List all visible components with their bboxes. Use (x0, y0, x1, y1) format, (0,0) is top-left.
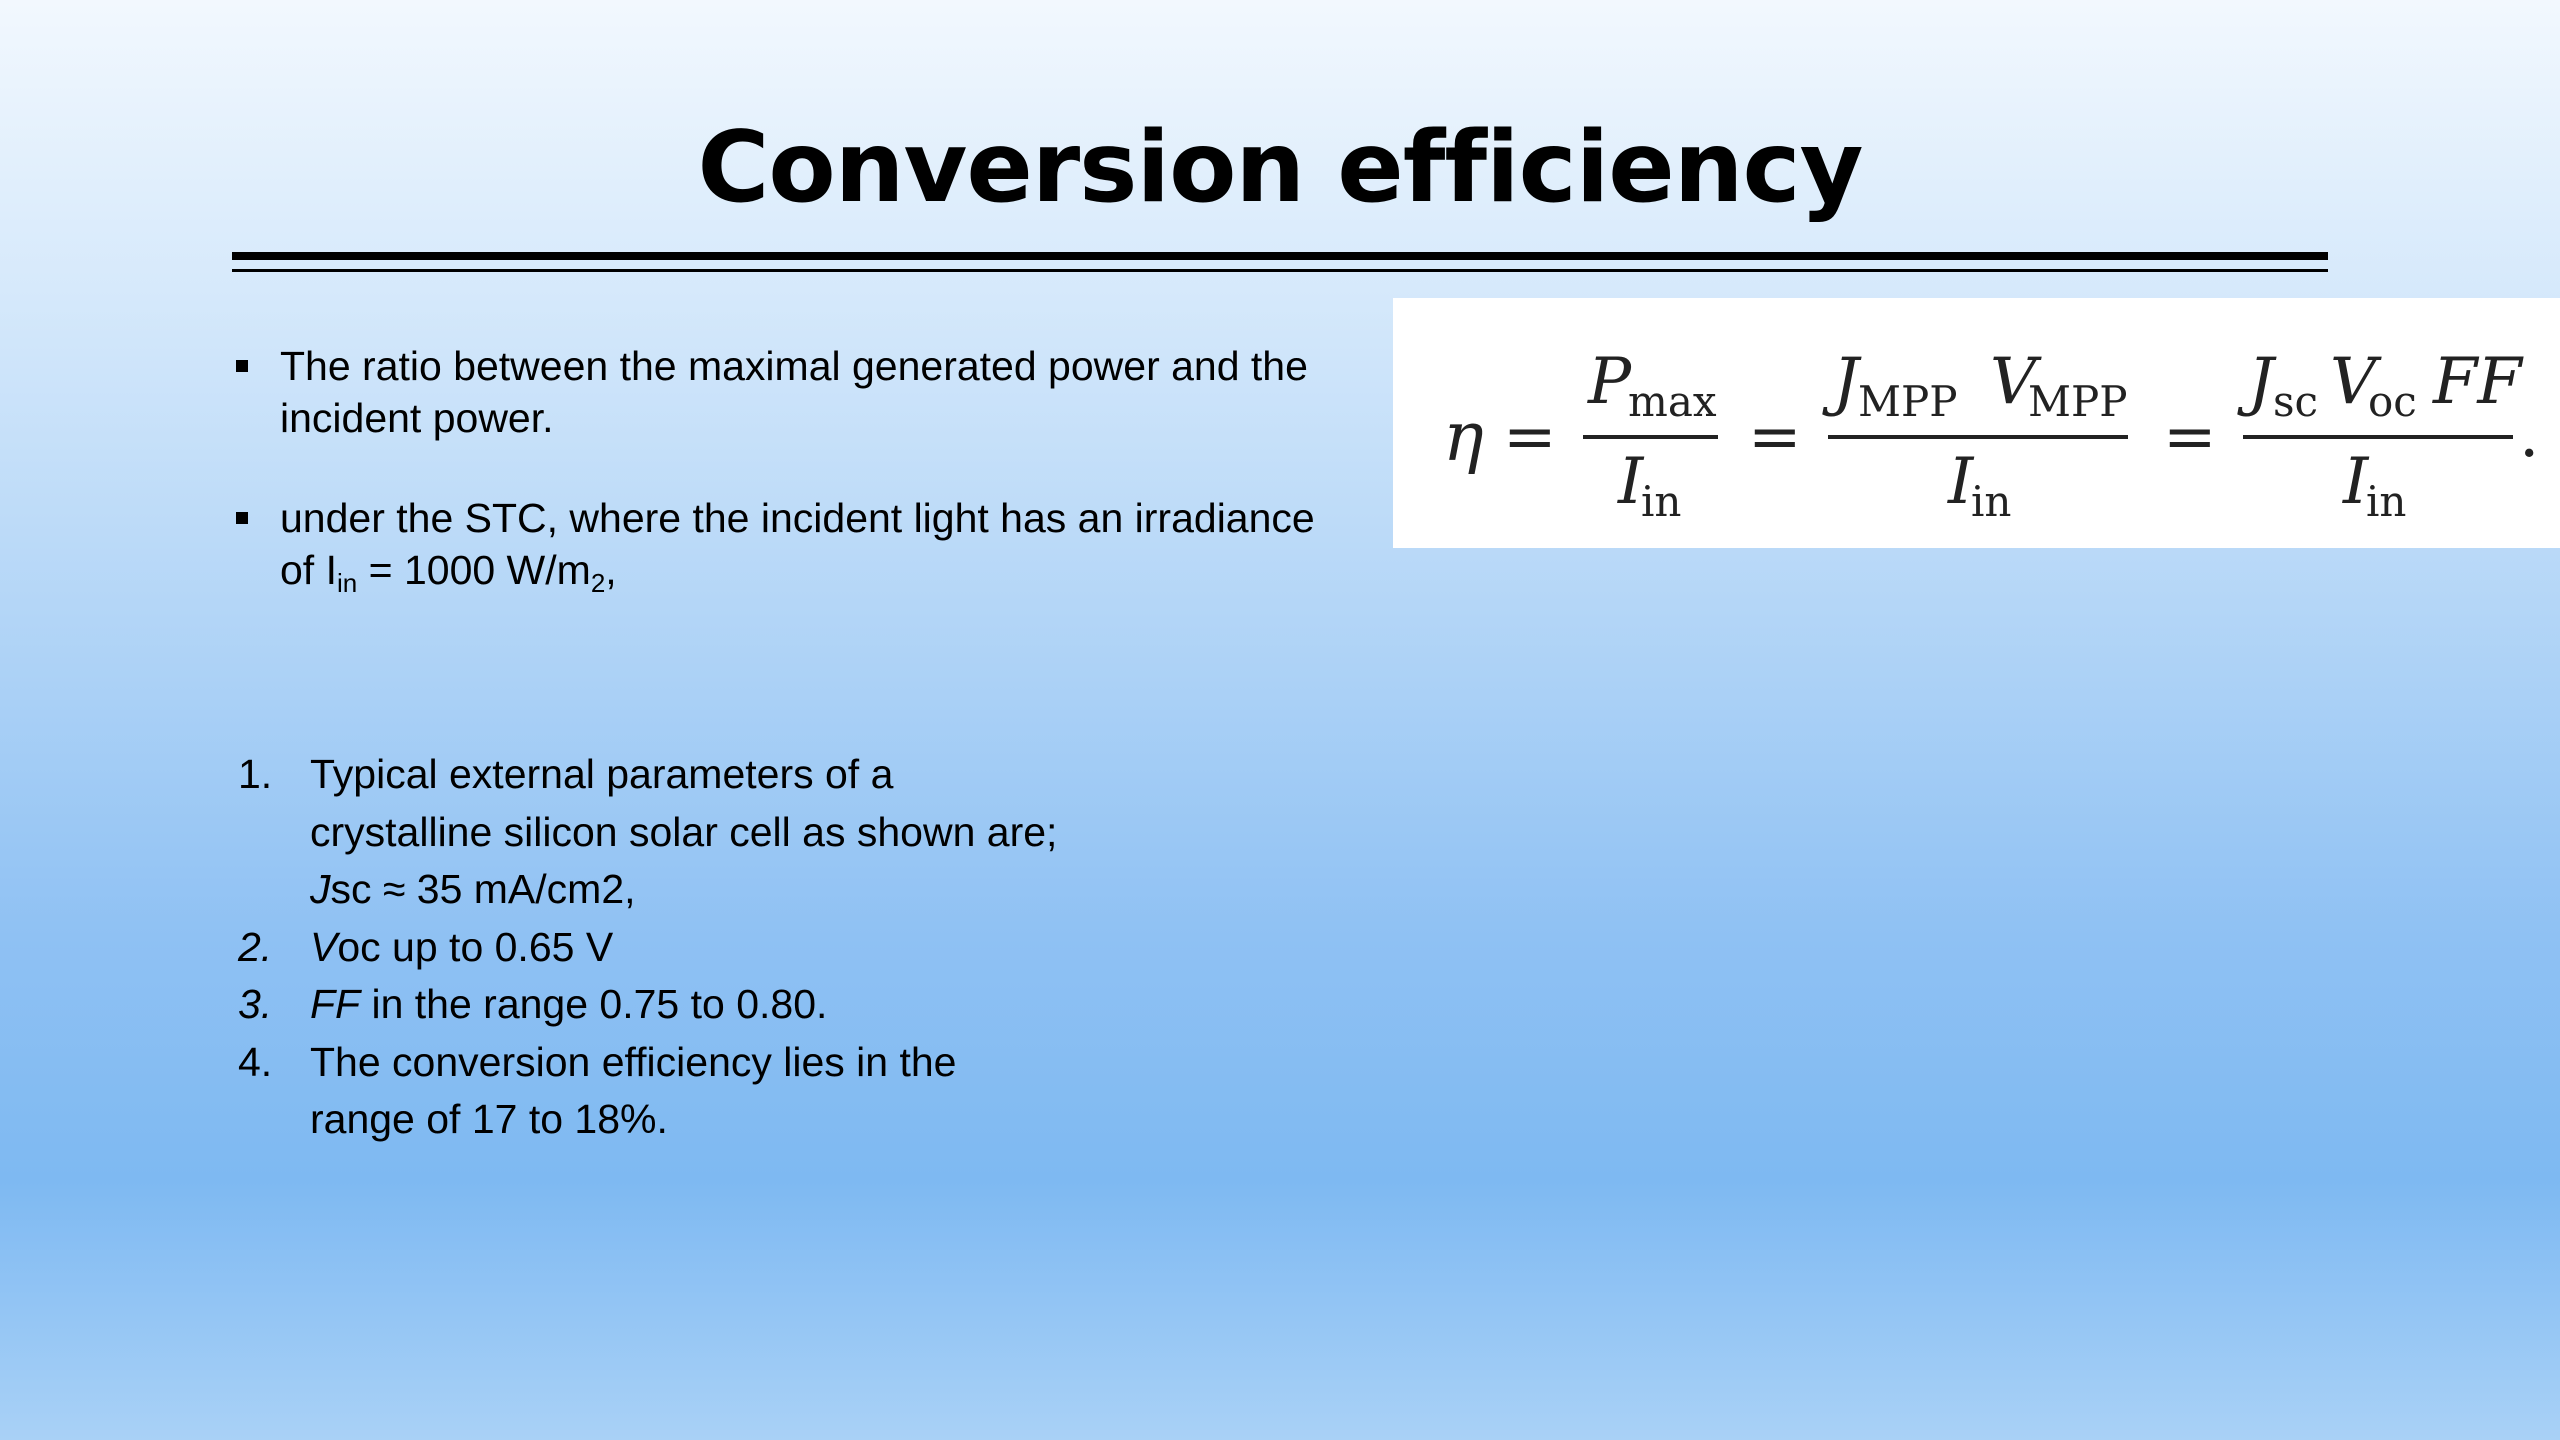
formula-equals-3: = (2163, 400, 2217, 474)
title-rule-thin (232, 269, 2328, 272)
formula-i-sub-3: in (2366, 477, 2407, 526)
list-item-1 (232, 746, 1232, 919)
list-number-1: 1. (238, 751, 273, 797)
square-bullet-icon (236, 512, 248, 524)
fraction-bar-2 (1828, 435, 2128, 439)
formula-p: P (1588, 345, 1632, 419)
formula-i-1: I (1618, 445, 1644, 519)
list-item-4 (232, 1034, 1232, 1149)
formula-ff: FF (2433, 345, 2522, 419)
formula-i-sub-1: in (1641, 477, 1682, 526)
title-rule-thick (232, 252, 2328, 260)
formula-eta: η (1443, 398, 1484, 477)
list-number-3: 3. (238, 981, 273, 1027)
formula-equals-2: = (1748, 400, 1802, 474)
formula-v-2: V (2330, 345, 2377, 419)
bullet-text-stc: under the STC, where the incident light has an irradiance of $I_{in} = 1000$ $W/m_2$, (280, 495, 1315, 598)
bullet-text-ratio: The ratio between the maximal generated power and the incident power. (280, 343, 1308, 441)
list-item-4-line-1: The conversion efficiency lies in the (310, 1038, 957, 1085)
formula-p-sub: max (1628, 377, 1717, 426)
formula-sc-sub: sc (2273, 377, 2319, 426)
formula-period: . (2519, 398, 2540, 472)
formula-i-sub-2: in (1971, 477, 2012, 526)
formula-mpp-sub-1: MPP (1858, 377, 1958, 426)
bullet-item-stc (232, 492, 1352, 596)
list-item-2 (232, 919, 1232, 977)
formula-mpp-sub-2: MPP (2028, 377, 2128, 426)
formula-oc-sub: oc (2368, 377, 2417, 426)
list-number-4: 4. (238, 1038, 273, 1085)
formula-j-1: J (1833, 345, 1859, 419)
list-item-3 (232, 976, 1232, 1034)
list-item-1-line-2: crystalline silicon solar cell as shown are; (310, 808, 1058, 855)
numbered-list (232, 746, 1232, 1149)
list-item-3-text: FF in the range 0.75 to 0.80. (310, 981, 828, 1027)
list-number-2: 2. (238, 923, 273, 970)
formula-i-2: I (1948, 445, 1974, 519)
square-bullet-icon (236, 360, 248, 372)
fraction-bar-3 (2243, 435, 2513, 439)
formula-j-2: J (2248, 345, 2274, 419)
list-item-4-line-2: range of 17 to 18%. (310, 1096, 668, 1142)
list-item-2-text: Voc up to 0.65 V (310, 923, 614, 970)
fraction-bar-1 (1583, 435, 1718, 439)
formula-i-3: I (2343, 445, 2369, 519)
list-item-1-line-3: Jsc ≈ 35 mA/cm2, (310, 866, 636, 912)
list-item-1-line-1: Typical external parameters of a (310, 751, 894, 797)
formula-equals: = (1503, 400, 1557, 474)
formula-v-1: V (1990, 345, 2037, 419)
efficiency-formula (1393, 298, 2560, 548)
slide-title: Conversion efficiency (697, 111, 1863, 225)
bullet-item-ratio (232, 340, 1352, 444)
bullet-list (232, 340, 1352, 644)
